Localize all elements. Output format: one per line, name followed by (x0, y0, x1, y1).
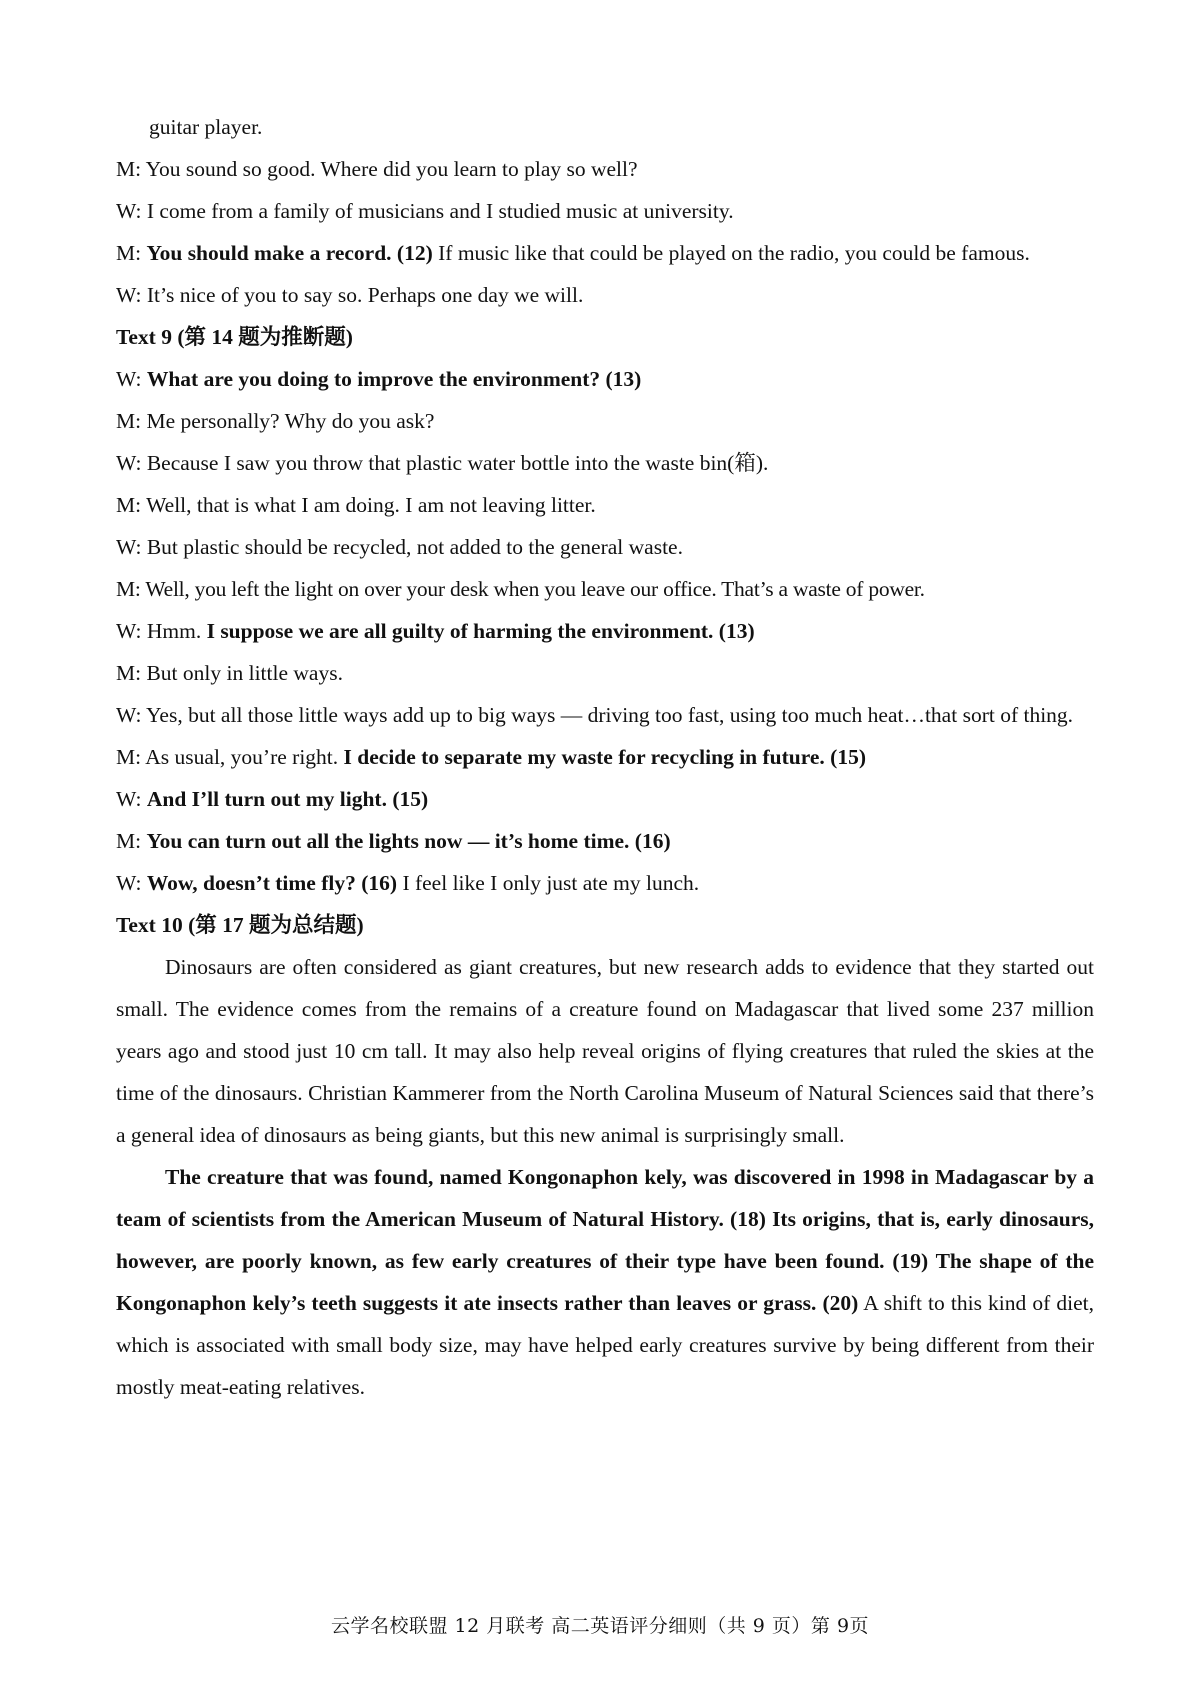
line-text: W: Hmm. (116, 619, 207, 643)
answer-highlight: You should make a record. (12) (146, 241, 433, 265)
dialogue-line (116, 274, 1094, 316)
line-text: W: (116, 367, 147, 391)
line-text: W: Because I saw you throw that plastic water bottle into the waste bin(箱). (116, 451, 769, 475)
dialogue-line (116, 358, 1094, 400)
dialogue-continuation (116, 106, 1094, 148)
dialogue-line (116, 442, 1094, 484)
answer-highlight: I suppose we are all guilty of harming the environment. (13) (206, 619, 755, 643)
line-text: W: It’s nice of you to say so. Perhaps one day we will. (116, 283, 584, 307)
dialogue-line (116, 190, 1094, 232)
dialogue-line (116, 484, 1094, 526)
answer-highlight: Wow, doesn’t time fly? (16) (146, 871, 398, 895)
answer-highlight: I decide to separate my waste for recycling in future. (15) (343, 745, 866, 769)
line-text: guitar player. (149, 115, 263, 139)
line-text: If music like that could be played on the radio, you could be famous. (432, 241, 1030, 265)
answer-highlight: You can turn out all the lights now — it’s home time. (16) (146, 829, 671, 853)
line-text: M: You sound so good. Where did you learn to play so well? (116, 157, 638, 181)
dialogue-line (116, 778, 1094, 820)
dialogue-line (116, 820, 1094, 862)
dialogue-line (116, 694, 1094, 736)
passage-paragraph-2 (116, 1156, 1094, 1408)
line-text: M: (116, 829, 147, 853)
line-text: W: (116, 871, 147, 895)
dialogue-line (116, 568, 1094, 610)
page-body (116, 106, 1094, 1408)
line-text: M: Me personally? Why do you ask? (116, 409, 435, 433)
line-text: M: As usual, you’re right. (116, 745, 344, 769)
line-text: W: But plastic should be recycled, not added to the general waste. (116, 535, 683, 559)
line-text: W: I come from a family of musicians and I studied music at university. (116, 199, 734, 223)
line-text: M: Well, you left the light on over your desk when you leave our office. That’s a waste of power. (116, 577, 925, 601)
page-footer: 云学名校联盟 12 月联考 高二英语评分细则（共 9 页）第 9页 (330, 1615, 870, 1637)
dialogue-line (116, 526, 1094, 568)
dialogue-line (116, 736, 1094, 778)
section-heading-text9: Text 9 (第 14 题为推断题) (116, 325, 353, 349)
dialogue-line (116, 652, 1094, 694)
line-text: M: (116, 241, 147, 265)
dialogue-line (116, 862, 1094, 904)
line-text: W: Yes, but all those little ways add up to big ways — driving too fast, using too much heat…that sort of thing. (116, 703, 1074, 727)
answer-highlight: And I’ll turn out my light. (15) (146, 787, 429, 811)
answer-highlight: The creature that was found, named Kongonaphon kely, was discovered in 1998 in Madagascar by a team of scientists from the American Museum of Natural History. (18) Its origins, that is, early dinosaurs, however, are poorly known, as few early creatures of their type have been found. (19) The shape of the Kongonaphon kely’s teeth suggests it ate insects rather than leaves or grass. (20) (116, 1165, 1094, 1315)
line-text: M: But only in little ways. (116, 661, 343, 685)
dialogue-line (116, 400, 1094, 442)
dialogue-line (116, 148, 1094, 190)
paragraph-text: A shift to this kind of diet, which is associated with small body size, may have helped early creatures survive by being different from their mostly meat-eating relatives. (116, 1291, 1094, 1399)
line-text: W: (116, 787, 147, 811)
answer-highlight: What are you doing to improve the environment? (13) (146, 367, 642, 391)
dialogue-line (116, 610, 1094, 652)
dialogue-line (116, 232, 1094, 274)
line-text: M: Well, that is what I am doing. I am not leaving litter. (116, 493, 596, 517)
passage-paragraph-1: Dinosaurs are often considered as giant creatures, but new research adds to evidence that they started out small. The evidence comes from the remains of a creature found on Madagascar that lived some 237 million years ago and stood just 10 cm tall. It may also help reveal origins of flying creatures that ruled the skies at the time of the dinosaurs. Christian Kammerer from the North Carolina Museum of Natural Sciences said that there’s a general idea of dinosaurs as being giants, but this new animal is surprisingly small. (116, 955, 1094, 1147)
section-heading-text10: Text 10 (第 17 题为总结题) (116, 913, 364, 937)
line-text: I feel like I only just ate my lunch. (397, 871, 700, 895)
